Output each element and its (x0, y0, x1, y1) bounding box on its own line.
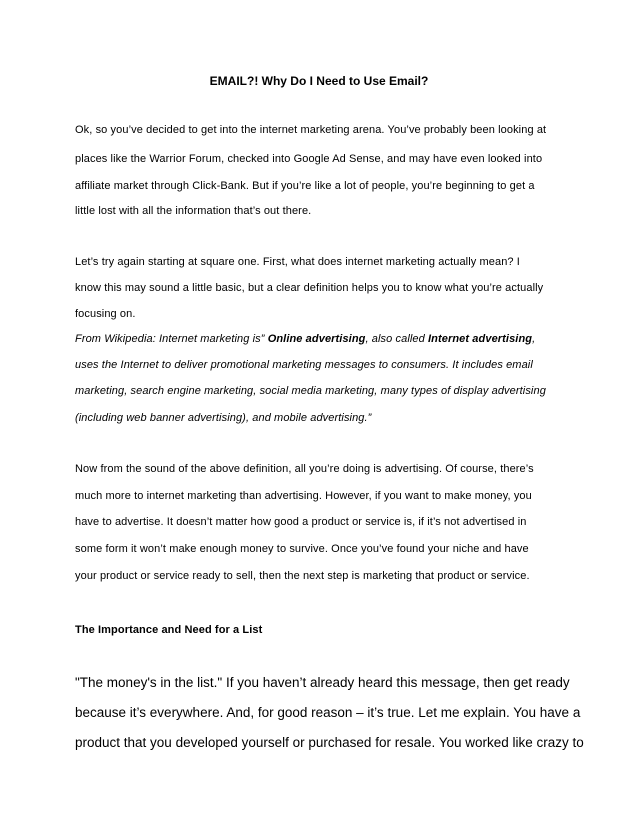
quote-term-internet-advertising: Internet advertising (428, 333, 533, 345)
para1-line-1: Ok, so you’ve decided to get into the internet marketing arena. You’ve probably been looking at (75, 124, 547, 136)
para2-line-1: Let’s try again starting at square one. First, what does internet marketing actually mean? I (75, 256, 520, 268)
para3-line-4: some form it won’t make enough money to survive. Once you’ve found your niche and have (75, 543, 529, 555)
quote-line-1 (75, 333, 535, 345)
para1-line-4: little lost with all the information that’s out there. (75, 205, 312, 217)
quote-intro: From Wikipedia: Internet marketing is” (75, 333, 268, 345)
para4-line-3: product that you developed yourself or purchased for resale. You worked like crazy to (75, 735, 584, 750)
para3-line-5: your product or service ready to sell, then the next step is marketing that product or service. (75, 570, 530, 582)
para3-line-1: Now from the sound of the above definition, all you’re doing is advertising. Of course, there’s (75, 463, 534, 475)
para1-line-2: places like the Warrior Forum, checked into Google Ad Sense, and may have even looked into (75, 153, 543, 165)
para1-line-3: affiliate market through Click-Bank. But if you’re like a lot of people, you’re beginning to get a (75, 180, 535, 192)
para4-line-1: "The money's in the list." If you haven’t already heard this message, then get ready (75, 675, 570, 690)
quote-line-4: (including web banner advertising), and mobile advertising.” (75, 412, 372, 424)
para4-line-2: because it’s everywhere. And, for good reason – it’s true. Let me explain. You have a (75, 705, 581, 720)
quote-comma: , (532, 333, 536, 345)
quote-mid: , also called (365, 333, 429, 345)
para3-line-3: have to advertise. It doesn’t matter how good a product or service is, if it’s not advertised in (75, 516, 527, 528)
para2-line-3: focusing on. (75, 308, 136, 320)
quote-term-online-advertising: Online advertising (267, 333, 366, 345)
para3-line-2: much more to internet marketing than advertising. However, if you want to make money, you (75, 490, 532, 502)
quote-line-3: marketing, search engine marketing, social media marketing, many types of display advertising (75, 385, 546, 397)
section-heading: The Importance and Need for a List (75, 624, 263, 636)
quote-line-2: uses the Internet to deliver promotional marketing messages to consumers. It includes email (75, 359, 533, 371)
document-title: EMAIL?! Why Do I Need to Use Email? (209, 74, 429, 88)
para2-line-2: know this may sound a little basic, but a clear definition helps you to know what you’re actually (75, 282, 544, 294)
